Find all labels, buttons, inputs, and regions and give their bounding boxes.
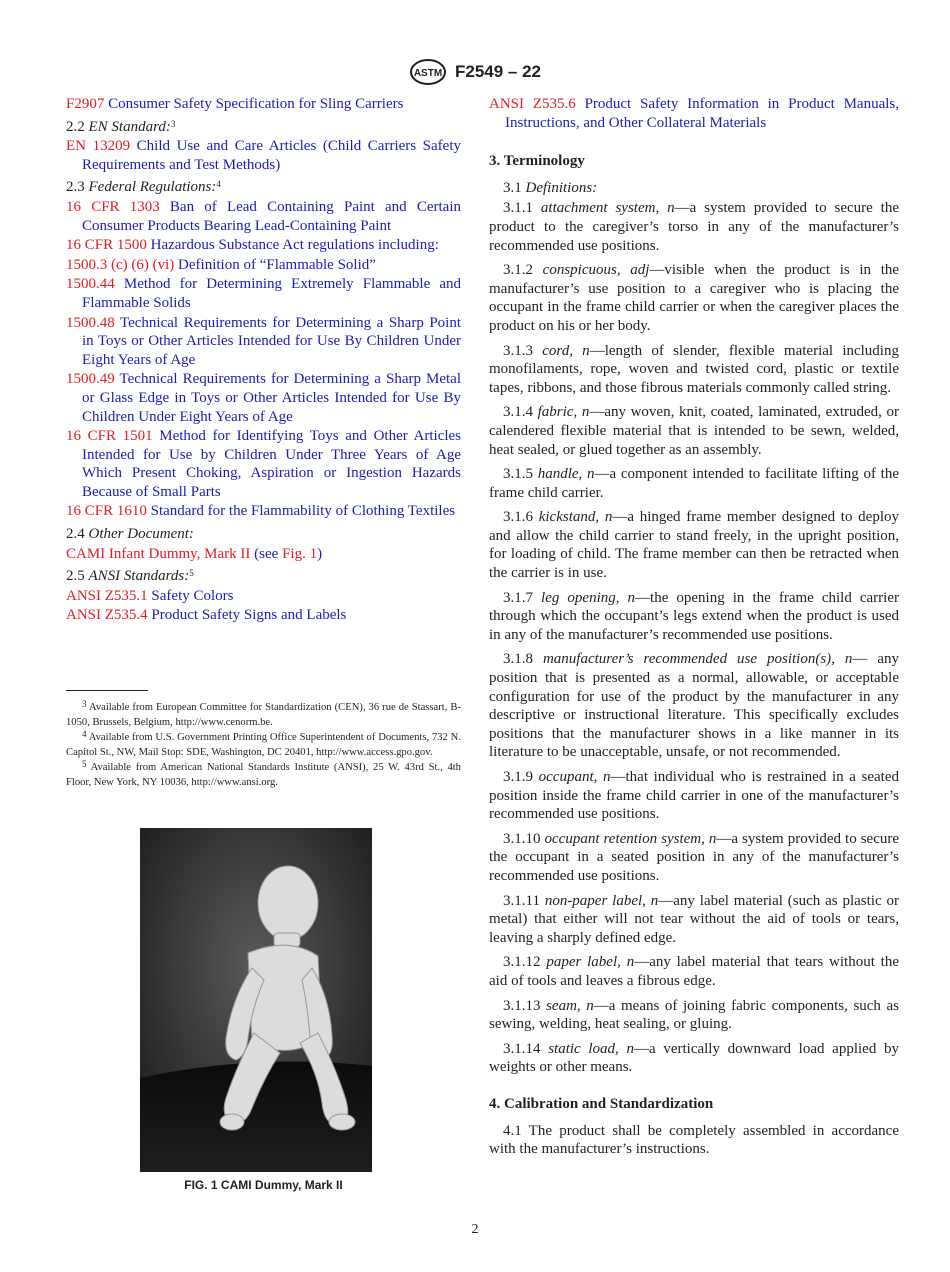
subsection-2-4: 2.4 Other Document: (66, 526, 194, 543)
definition-text: —a system provided to secure the occupant in a seated position in any of the manufacturer’s recommended use positions. (489, 830, 900, 884)
ref-code[interactable]: F2907 (66, 96, 105, 112)
subsection-3-1: 3.1 Definitions: (503, 179, 598, 196)
definition-item (489, 953, 899, 990)
dummy-head (258, 866, 318, 940)
figure-caption: FIG. 1 CAMI Dummy, Mark II (184, 1178, 343, 1192)
definition-term: non-paper label, n (544, 892, 659, 909)
definition-text: —visible when the product is in the manufacturer’s use position to a caregiver who is placing the occupant in the frame child carrier or when the caregiver places the product on his or her body. (489, 262, 900, 334)
definitions-list (489, 199, 899, 1077)
footnote-4: $^4$ Available from U.S. Government Printing Office Superintendent of Documents, 732 N. Capitol St., NW, Mail Stop: SDE, Washington, DC 20401, http://www.access.gpo.gov. (66, 729, 461, 758)
definition-item (489, 1040, 899, 1077)
subsection-2-2: 2.2 EN Standard:$^3$ (66, 118, 176, 135)
ref-title[interactable]: Consumer Safety Specification for Sling Carriers (108, 96, 404, 112)
ref-f2907 (66, 95, 461, 114)
definition-number: 3.1.1 (503, 200, 533, 217)
definition-item (489, 650, 899, 762)
definition-number: 3.1.14 (503, 1040, 541, 1057)
definition-text: —any label material (such as plastic or metal) that either will not tear without the aid of tools or tears, leaving a sharply defined edge. (489, 892, 899, 946)
definition-number: 3.1.9 (503, 769, 533, 785)
definition-item (489, 261, 899, 335)
definition-item (489, 997, 899, 1034)
definition-text: —a means of joining fabric components, such as sewing, welding, heat sealing, or gluing. (489, 997, 900, 1033)
definition-term: paper label, n (546, 954, 635, 971)
subsection-2-5: 2.5 ANSI Standards:$^5$ (66, 568, 194, 585)
definition-text: —a system provided to secure the product to the caregiver’s torso in any of the manufacturer’s recommended use positions. (489, 200, 900, 254)
ref-1500-48: 1500.48 Technical Requirements for Determining a Sharp Point in Toys or Other Articles Intended for Use By Children Under Eight Years of Age (66, 314, 461, 368)
astm-logo-icon (409, 58, 447, 86)
ref-cfr1501: 16 CFR 1501 Method for Identifying Toys and Other Articles Intended for Use by Children Under Three Years of Age Which Present Choking, Aspiration or Ingestion Hazards Because of Small Parts (66, 428, 462, 500)
ref-z535-1: ANSI Z535.1 Safety Colors (66, 587, 234, 604)
definition-term: cord, n (542, 342, 590, 359)
definition-number: 3.1.2 (503, 262, 533, 279)
footnote-3: $^3$ Available from European Committee for Standardization (CEN), 36 rue de Stassart, B-1050, Brussels, Belgium, http://www.cenorm.be. (66, 699, 461, 728)
definition-term: kickstand, n (538, 509, 613, 526)
cami-dummy-figure (140, 828, 372, 1172)
definition-term: occupant, n (538, 769, 611, 785)
definition-number: 3.1.13 (503, 997, 541, 1014)
definition-number: 3.1.10 (503, 830, 541, 847)
definition-item (489, 199, 899, 255)
document-id: F2549 – 22 (454, 62, 541, 81)
footnotes (66, 700, 461, 790)
page-number: 2 (471, 1222, 479, 1237)
footnote-divider (66, 690, 148, 691)
ref-cfr1500: 16 CFR 1500 Hazardous Substance Act regulations including: (66, 237, 439, 254)
definition-item (489, 465, 899, 502)
left-column (66, 95, 461, 626)
ref-en13209: EN 13209 Child Use and Care Articles (Child Carriers Safety Requirements and Test Methods) (66, 138, 462, 173)
definition-term: leg opening, n (541, 589, 636, 606)
definition-text: —a component intended to facilitate lifting of the frame child carrier. (489, 466, 900, 501)
section-3-heading: 3. Terminology (489, 153, 585, 170)
definition-number: 3.1.4 (503, 404, 533, 421)
definition-term: occupant retention system, n (544, 830, 717, 847)
svg-text:ASTM: ASTM (413, 68, 443, 79)
definition-item (489, 508, 899, 582)
definition-term: fabric, n (537, 404, 590, 421)
definition-number: 3.1.7 (503, 589, 533, 606)
definition-text: —any woven, knit, coated, laminated, extruded, or calendered flexible material that is intended to be sewn, welded, heat sealed, or glued together as an assembly. (489, 404, 899, 458)
definition-term: conspicuous, adj (542, 262, 650, 279)
definition-item (489, 830, 899, 886)
footnote-ref[interactable]: 5 (189, 568, 194, 579)
ref-1500-44: 1500.44 Method for Determining Extremely Flammable and Flammable Solids (66, 276, 461, 311)
definition-number: 3.1.12 (503, 954, 541, 971)
ref-z535-6: ANSI Z535.6 Product Safety Information in Product Manuals, Instructions, and Other Collateral Materials (489, 96, 900, 131)
definition-number: 3.1.11 (503, 892, 540, 909)
footnote-ref[interactable]: 4 (216, 179, 221, 190)
subsection-2-3: 2.3 Federal Regulations:$^4$ (66, 179, 221, 196)
definition-item (489, 403, 899, 459)
definition-text: —length of slender, flexible material including monofilaments, rope, woven and twisted cord, plastic or textile tapes, ribbons, and those fibrous materials commonly called string. (489, 342, 899, 396)
definition-item (489, 892, 899, 948)
definition-text: —the opening in the frame child carrier through which the occupant’s legs extend when the product is used in any of the manufacturer’s recommended use positions. (489, 589, 899, 643)
figure-link[interactable]: Fig. 1 (282, 545, 318, 562)
definition-item (489, 589, 899, 645)
definition-term: seam, n (546, 997, 594, 1014)
ref-cfr1303: 16 CFR 1303 Ban of Lead Containing Paint and Certain Consumer Products Bearing Lead-Containing Paint (66, 198, 461, 234)
definition-term: handle, n (537, 466, 595, 483)
definition-item (489, 342, 899, 398)
ref-cfr1610: 16 CFR 1610 Standard for the Flammability of Clothing Textiles (66, 503, 456, 520)
definition-text: —a hinged frame member designed to deploy and allow the child carrier to stand freely, in the upright position, for loading of child. The frame member can then be retracted when the carrier is in use. (489, 509, 899, 582)
right-column (489, 95, 899, 1165)
ref-1500-49: 1500.49 Technical Requirements for Determining a Sharp Metal or Glass Edge in Toys or Other Articles Intended for Use By Children Under Eight Years of Age (66, 371, 462, 425)
definition-number: 3.1.3 (503, 342, 533, 359)
definition-text: —that individual who is restrained in a seated position inside the frame child carrier in one of the manufacturer’s recommended use positions. (489, 769, 900, 823)
definition-term: static load, n (548, 1040, 634, 1057)
footnote-5: $^5$ Available from American National Standards Institute (ANSI), 25 W. 43rd St., 4th Floor, New York, NY 10036, http://www.ansi.org. (66, 759, 461, 788)
definition-text: — any position that is presented as a normal, allowable, or acceptable configuration for use of the product by the manufacturer in any descriptive or instructional literature. This specifically excludes positions that the manufacturer shows in a like manner in its literature to be unacceptable, unsafe, or not recommended. (489, 651, 899, 761)
definition-term: attachment system, n (540, 200, 675, 217)
footnote-ref[interactable]: 3 (170, 118, 176, 129)
ref-1500-3: 1500.3 (c) (6) (vi) Definition of “Flammable Solid” (66, 256, 376, 273)
definition-number: 3.1.8 (503, 651, 533, 668)
definition-text: —a vertically downward load applied by weights or other means. (489, 1040, 900, 1076)
definition-number: 3.1.5 (503, 466, 533, 483)
definition-item (489, 768, 899, 824)
definition-term: manufacturer’s recommended use position(s), n (542, 651, 853, 668)
ref-cami: CAMI Infant Dummy, Mark II (see Fig. 1) (66, 545, 323, 562)
ref-z535-4: ANSI Z535.4 Product Safety Signs and Labels (66, 607, 347, 624)
paragraph-4-1: 4.1 The product shall be completely assembled in accordance with the manufacturer’s instructions. (489, 1122, 899, 1158)
page-header (0, 58, 950, 86)
section-4-heading: 4. Calibration and Standardization (489, 1095, 714, 1112)
definition-text: —any label material that tears without the aid of tools and leaves a fibrous edge. (489, 954, 900, 989)
definition-number: 3.1.6 (503, 509, 533, 526)
